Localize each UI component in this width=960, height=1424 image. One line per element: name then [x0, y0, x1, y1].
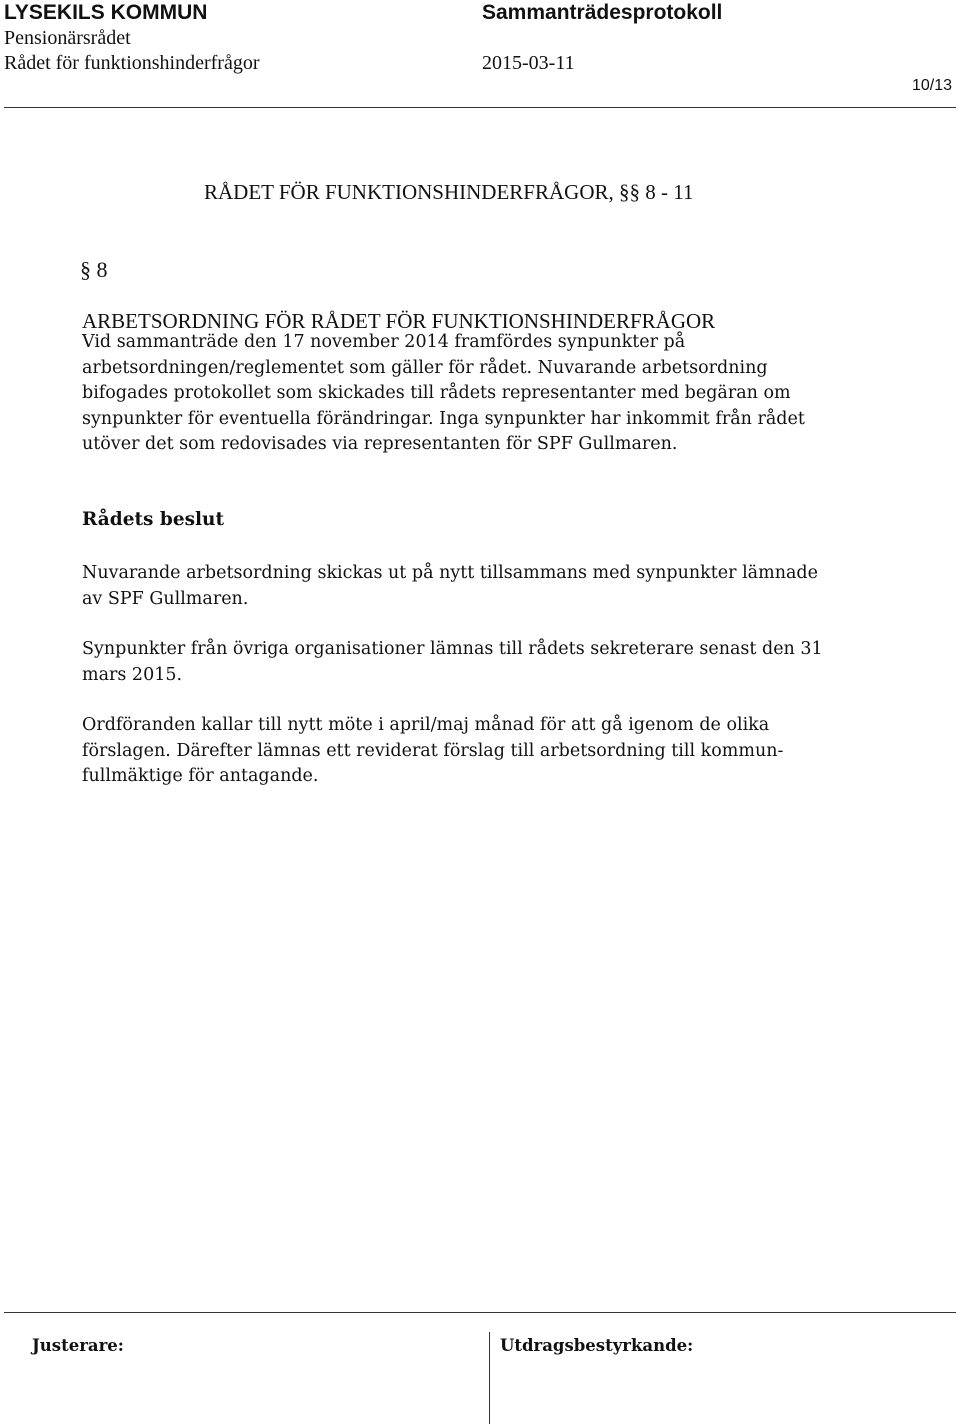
- decision-heading: Rådets beslut: [82, 509, 225, 530]
- text-line: fullmäktige för antagande.: [82, 766, 319, 786]
- committee-name-1: Pensionärsrådet: [4, 27, 131, 49]
- decision-text-3: [82, 713, 932, 790]
- intro-text: [82, 330, 932, 458]
- agenda-item-heading: ARBETSORDNING FÖR RÅDET FÖR FUNKTIONSHINDERFRÅGOR: [82, 309, 716, 333]
- committee-name-2: Rådet för funktionshinderfrågor: [4, 52, 260, 74]
- meeting-date: 2015-03-11: [482, 52, 575, 74]
- organization-name: LYSEKILS KOMMUN: [4, 1, 208, 24]
- decision-text-1: [82, 561, 932, 612]
- page-number: 10/13: [911, 77, 952, 94]
- text-line: Synpunkter från övriga organisationer lämnas till rådets sekreterare senast den 31: [82, 639, 823, 659]
- footer-column-divider: [489, 1332, 490, 1424]
- text-line: Vid sammanträde den 17 november 2014 framfördes synpunkter på: [82, 332, 686, 352]
- decision-text-2: [82, 637, 932, 688]
- adjusters-label: Justerare:: [32, 1336, 124, 1355]
- extract-certification-label: Utdragsbestyrkande:: [500, 1336, 694, 1355]
- text-line: arbetsordningen/reglementet som gäller för rådet. Nuvarande arbetsordning: [82, 357, 768, 378]
- text-line: Nuvarande arbetsordning skickas ut på nytt tillsammans med synpunkter lämnade: [82, 563, 818, 583]
- header-divider: [4, 107, 956, 108]
- text-line: Ordföranden kallar till nytt möte i april/maj månad för att gå igenom de olika: [82, 715, 770, 735]
- section-title: RÅDET FÖR FUNKTIONSHINDERFRÅGOR, §§ 8 - 11: [204, 180, 694, 204]
- footer-divider: [4, 1312, 956, 1313]
- document-type: Sammanträdesprotokoll: [482, 1, 723, 24]
- text-line: mars 2015.: [82, 664, 183, 685]
- text-line: av SPF Gullmaren.: [82, 588, 249, 609]
- paragraph-number: § 8: [80, 257, 108, 282]
- text-line: bifogades protokollet som skickades till rådets representanter med begäran om: [82, 383, 791, 403]
- text-line: förslagen. Därefter lämnas ett reviderat förslag till arbetsordning till kommun-: [82, 740, 784, 761]
- text-line: utöver det som redovisades via representanten för SPF Gullmaren.: [82, 434, 678, 454]
- text-line: synpunkter för eventuella förändringar. Inga synpunkter har inkommit från rådet: [82, 408, 805, 429]
